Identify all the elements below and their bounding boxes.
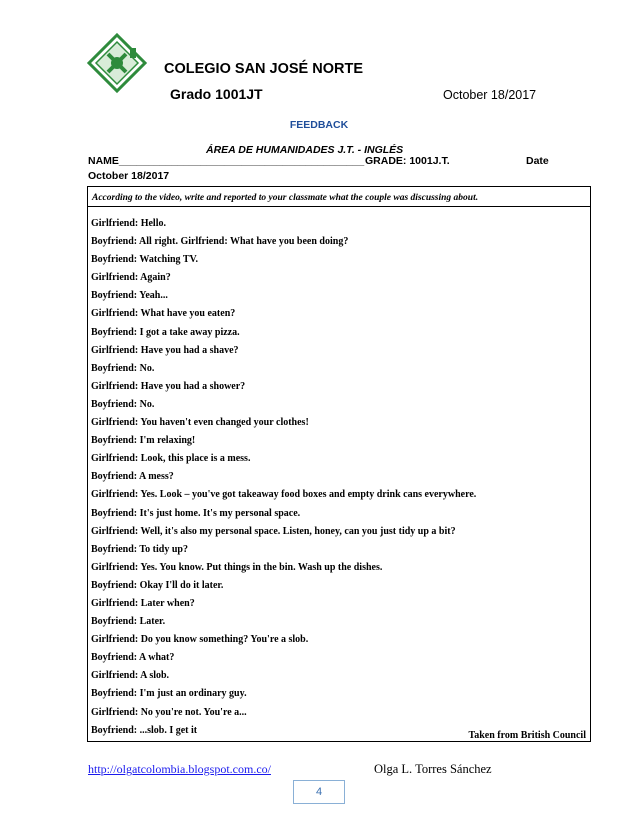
dialogue-line: Boyfriend: All right. Girlfriend: What have you been doing? xyxy=(91,236,349,248)
dialogue-line: Boyfriend: To tidy up? xyxy=(91,543,188,555)
dialogue-line: Girlfriend: Have you had a shave? xyxy=(91,344,239,356)
dialogue-line: Boyfriend: Okay I'll do it later. xyxy=(91,579,224,591)
dialogue-line: Boyfriend: I got a take away pizza. xyxy=(91,326,240,338)
feedback-title: FEEDBACK xyxy=(289,119,349,131)
dialogue-line: Boyfriend: I'm just an ordinary guy. xyxy=(91,688,247,700)
dialogue-line: Girlfriend: Well, it's also my personal space. Listen, honey, can you just tidy up a bit? xyxy=(91,525,456,537)
blog-link[interactable]: http://olgatcolombia.blogspot.com.co/ xyxy=(88,762,271,776)
subject-area: ÁREA DE HUMANIDADES J.T. - INGLÉS xyxy=(206,144,404,156)
dialogue-line: Boyfriend: A what? xyxy=(91,652,175,664)
school-logo xyxy=(86,32,148,94)
dialogue-line: Girlfriend: Hello. xyxy=(91,218,166,229)
dialogue-box xyxy=(87,186,591,742)
dialogue-line: Girlfriend: Yes. You know. Put things in the bin. Wash up the dishes. xyxy=(91,561,383,573)
dialogue-line: Girlfriend: You haven't even changed your clothes! xyxy=(91,417,309,429)
dialogue-line: Girlfriend: Again? xyxy=(91,272,171,284)
dialogue-line: Boyfriend: I'm relaxing! xyxy=(91,435,196,447)
school-name: COLEGIO SAN JOSÉ NORTE xyxy=(164,61,363,77)
dialogue-line: Boyfriend: Watching TV. xyxy=(91,254,198,266)
dialogue-line: Boyfriend: Later. xyxy=(91,616,166,628)
dialogue-line: Boyfriend: ...slob. I get it xyxy=(91,724,198,736)
dialogue-list xyxy=(91,217,476,742)
instruction-divider xyxy=(88,206,590,207)
instruction-text: According to the video, write and reported to your classmate what the couple was discussing about. xyxy=(92,193,479,203)
author-name: Olga L. Torres Sánchez xyxy=(374,762,492,776)
source-credit: Taken from British Council xyxy=(468,730,586,741)
dialogue-line: Boyfriend: It's just home. It's my personal space. xyxy=(91,507,301,519)
dialogue-line: Boyfriend: No. xyxy=(91,362,155,374)
header-date: October 18/2017 xyxy=(443,88,537,102)
dialogue-line: Girlfriend: A slob. xyxy=(91,670,170,682)
dialogue-line: Girlfriend: Later when? xyxy=(91,597,195,609)
dialogue-line: Girlfriend: No you're not. You're a... xyxy=(91,706,247,718)
dialogue-line: Boyfriend: Yeah... xyxy=(91,290,168,302)
date-value: October 18/2017 xyxy=(88,170,170,182)
grade-line: Grado 1001JT xyxy=(170,86,263,102)
grade-label: GRADE: 1001J.T. xyxy=(365,155,450,167)
dialogue-line: Girlfriend: Look, this place is a mess. xyxy=(91,453,251,465)
name-label: NAME__________________________________________ xyxy=(88,155,365,167)
dialogue-line: Girlfriend: Yes. Look – you've got takeaway food boxes and empty drink cans everywhere. xyxy=(91,489,477,501)
dialogue-line: Girlfriend: Have you had a shower? xyxy=(91,380,246,392)
dialogue-line: Girlfriend: What have you eaten? xyxy=(91,308,236,320)
dialogue-line: Girlfriend: Do you know something? You're a slob. xyxy=(91,634,309,646)
dialogue-line: Boyfriend: No. xyxy=(91,398,155,410)
dialogue-line: Boyfriend: A mess? xyxy=(91,471,174,483)
date-label: Date xyxy=(526,155,549,167)
page-number: 4 xyxy=(293,780,345,804)
